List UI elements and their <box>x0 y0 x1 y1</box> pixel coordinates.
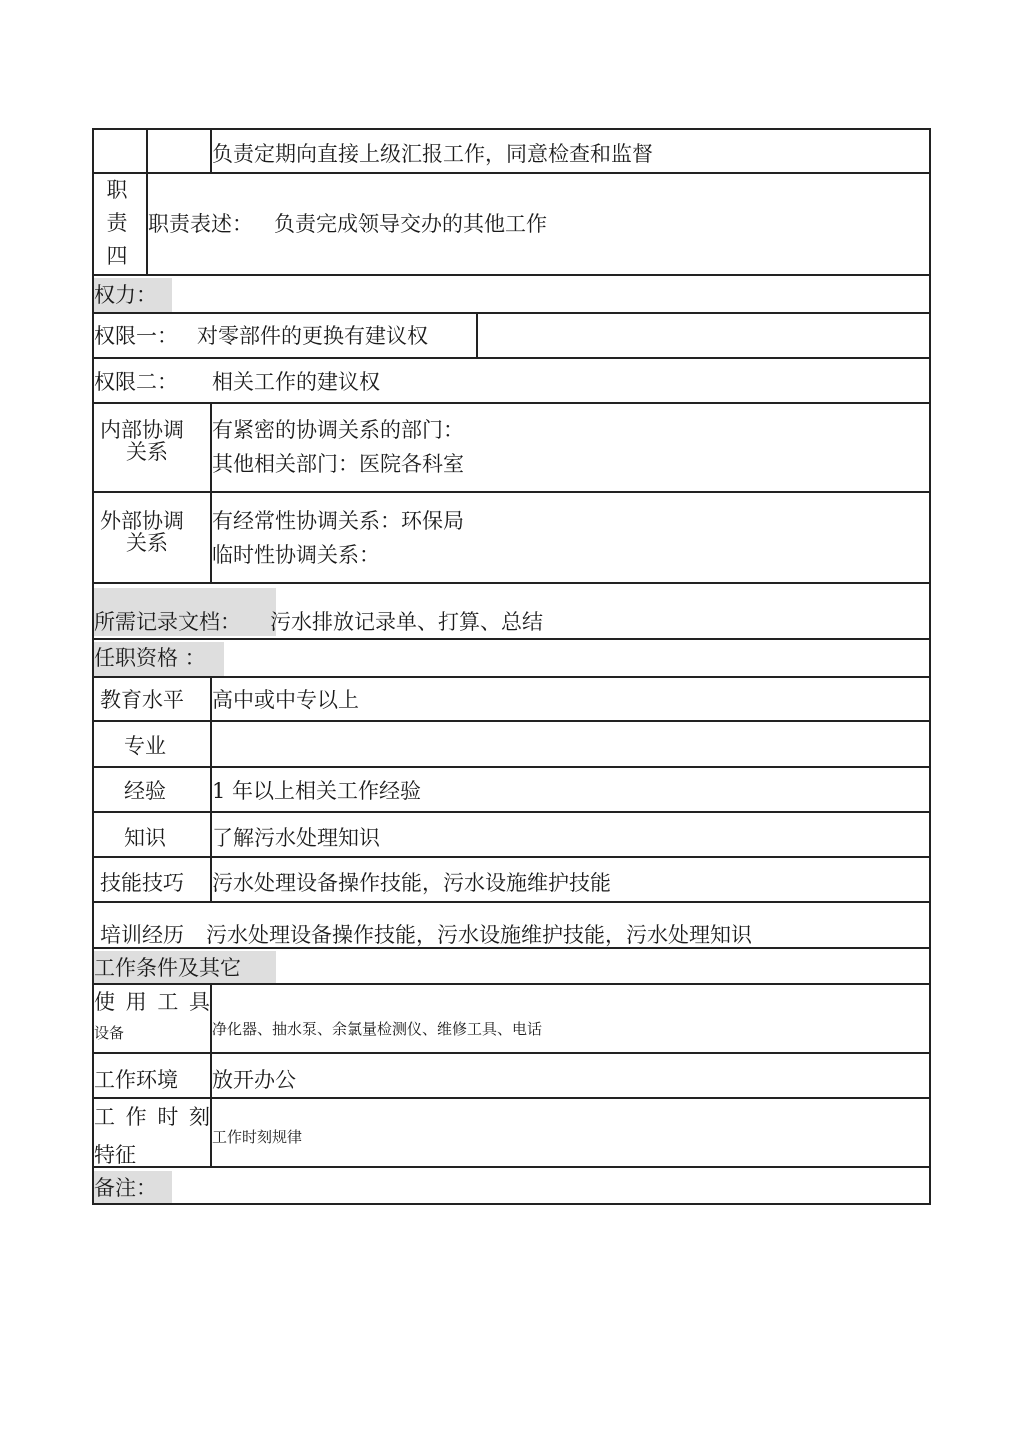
notes-header: 备注： <box>94 1176 157 1200</box>
duty4-label <box>102 174 132 273</box>
hline <box>92 1203 931 1205</box>
tools-label-line2: 设备 <box>94 1024 125 1042</box>
hline <box>92 766 931 768</box>
time-label-line2: 特征 <box>94 1143 136 1167</box>
qual-value-training: 污水处理设备操作技能，污水设施维护技能，污水处理知识 <box>206 923 752 947</box>
hline <box>92 720 931 722</box>
hline <box>92 172 931 174</box>
duty-cont-text: 负责定期向直接上级汇报工作，同意检查和监督 <box>212 142 653 166</box>
job-description-table <box>92 128 931 1205</box>
hline <box>92 312 931 314</box>
qual-header: 任职资格 ： <box>94 646 206 670</box>
records-text: 污水排放记录单、打算、总结 <box>270 610 543 634</box>
qual-value-knowledge: 了解污水处理知识 <box>212 826 380 850</box>
limit1-text: 对零部件的更换有建议权 <box>197 324 428 348</box>
hline <box>92 638 931 640</box>
internal-label-line2: 关系 <box>126 440 168 464</box>
hline <box>92 128 931 130</box>
hline <box>92 402 931 404</box>
hline <box>92 811 931 813</box>
vline <box>146 128 148 274</box>
env-label: 工作环境 <box>94 1068 178 1092</box>
duty4-desc-text: 负责完成领导交办的其他工作 <box>274 212 547 236</box>
hline <box>92 1166 931 1168</box>
internal-label-line1: 内部协调 <box>100 418 184 442</box>
hline <box>92 1052 931 1054</box>
hline <box>92 947 931 949</box>
external-label-line2: 关系 <box>126 531 168 555</box>
qual-label-training: 培训经历 <box>100 923 184 947</box>
tools-value: 净化器、抽水泵、余氯量检测仪、维修工具、电话 <box>212 1020 543 1038</box>
qual-label-skills: 技能技巧 <box>100 871 184 895</box>
tools-label-line1: 使 用 工 具 <box>94 990 213 1014</box>
duty4-label-char: 职 <box>106 178 128 202</box>
hline <box>92 676 931 678</box>
power-header: 权力： <box>94 283 157 307</box>
hline <box>92 357 931 359</box>
qual-label-knowledge: 知识 <box>124 826 166 850</box>
internal-line2: 其他相关部门：医院各科室 <box>212 452 464 476</box>
qual-label-major: 专业 <box>124 734 166 758</box>
hline <box>92 856 931 858</box>
qual-label-education: 教育水平 <box>100 688 184 712</box>
duty4-label-char: 四 <box>106 244 128 268</box>
outer-right-border <box>929 128 931 1205</box>
hline <box>92 582 931 584</box>
hline <box>92 491 931 493</box>
duty4-label-char: 责 <box>106 211 128 235</box>
hline <box>92 983 931 985</box>
external-line1: 有经常性协调关系：环保局 <box>212 509 464 533</box>
external-line2: 临时性协调关系： <box>212 543 380 567</box>
time-value: 工作时刻规律 <box>212 1128 303 1146</box>
vline <box>476 312 478 357</box>
limit2-label: 权限二： <box>94 370 178 394</box>
records-label: 所需记录文档： <box>94 610 241 634</box>
hline <box>92 901 931 903</box>
internal-line1: 有紧密的协调关系的部门： <box>212 418 464 442</box>
qual-value-education: 高中或中专以上 <box>212 688 359 712</box>
limit2-text: 相关工作的建议权 <box>212 370 380 394</box>
external-label-line1: 外部协调 <box>100 509 184 533</box>
duty4-desc-label: 职责表述： <box>148 212 253 236</box>
qual-label-experience: 经验 <box>124 779 166 803</box>
time-label-line1: 工 作 时 刻 <box>94 1105 213 1129</box>
hline <box>92 274 931 276</box>
work-header: 工作条件及其它 <box>94 956 241 980</box>
qual-value-experience: 1 年以上相关工作经验 <box>212 779 422 803</box>
env-value: 放开办公 <box>212 1068 296 1092</box>
qual-value-skills: 污水处理设备操作技能，污水设施维护技能 <box>212 871 611 895</box>
hline <box>92 1097 931 1099</box>
limit1-label: 权限一： <box>94 324 178 348</box>
